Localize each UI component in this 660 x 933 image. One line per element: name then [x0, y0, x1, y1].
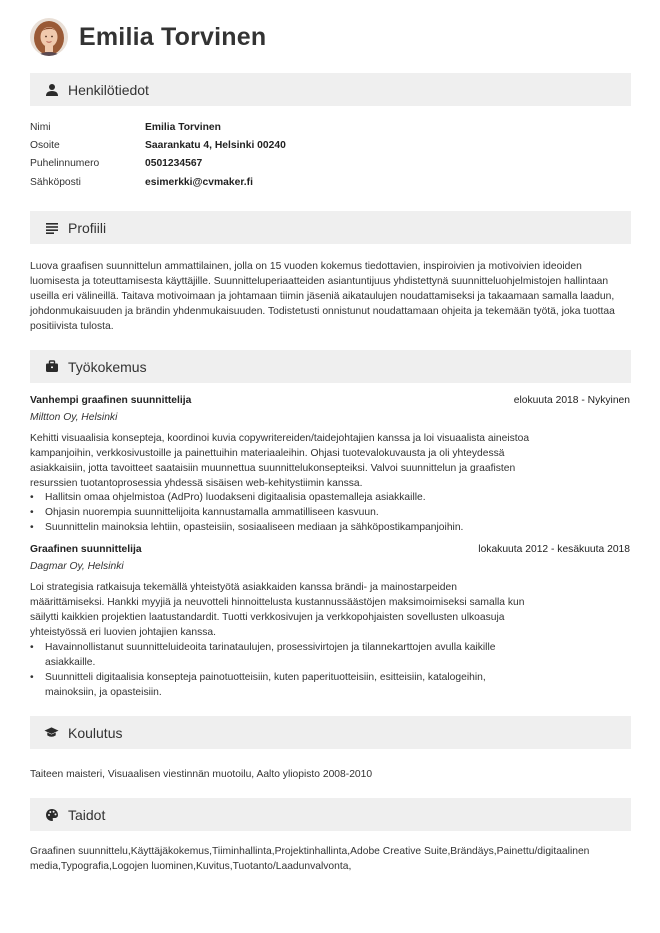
job-bullets	[30, 640, 530, 700]
job-description: Loi strategisia ratkaisuja tekemällä yhteistyötä asiakkaiden kanssa brändi- ja mainostarpeiden määrittämiseksi. Hankki myyjiä ja neuvotteli hinnoittelusta kustannussäästöjen maksimoimiseksi samalla kun säilytti kaikkien projektien laatustandardit. Tuotti verkkosivujen ja verkkopohjaisten sovellusten ulkoasuja yhteistyössä eri luovien johtajien kanssa.	[30, 582, 525, 638]
section-personal-header	[30, 73, 631, 106]
section-skills-header	[30, 798, 631, 831]
palette-icon	[44, 807, 59, 822]
info-label: Osoite	[30, 140, 60, 151]
job-title: Vanhempi graafinen suunnittelija	[30, 395, 192, 406]
job-date: lokakuuta 2012 - kesäkuuta 2018	[478, 544, 630, 555]
list-item: • Ohjasin nuorempia suunnittelijoita kannustamalla ammatilliseen kasvuun.	[30, 505, 530, 520]
list-item: • Havainnollistanut suunnitteluideoita tarinataulujen, prosessivirtojen ja tilannekarttojen avulla kaikille asiakkaille.	[30, 640, 530, 670]
info-row-name	[30, 122, 590, 137]
info-value: Emilia Torvinen	[145, 122, 221, 133]
skills-text: Graafinen suunnittelu,Käyttäjäkokemus,Tiiminhallinta,Projektinhallinta,Adobe Creative Suite,Brändäys,Painettu/digitaalinen media,Typografia,Logojen luominen,Kuvitus,Tuotanto/Laadunvalvonta,	[30, 846, 590, 872]
profile-text: Luova graafisen suunnittelun ammattilainen, jolla on 15 vuoden kokemus tiedottavien, inspiroivien ja motivoivien ideoiden luomisesta ja toteuttamisesta käyttäjille. Suunnitteluperiaatteiden asiantuntijuus yhdistettynä suunnitteluohjelmistojen hallintaan useilla eri välineillä. Taitava motivoimaan ja johtamaan tiimin jäseniä aikataulujen noudattamiseksi ja takaamaan samalla laadun, johdonmukaisuuden ja brändin yhdenmukaisuuden. Todistetusti onnistunut noudattamaan ohjeita ja tekemään työtä, joka tuottaa positiivista tulosta.	[30, 261, 615, 332]
info-label: Sähköposti	[30, 177, 81, 188]
info-value: Saarankatu 4, Helsinki 00240	[145, 140, 286, 151]
job-date: elokuuta 2018 - Nykyinen	[513, 395, 630, 406]
resume-header	[30, 17, 266, 57]
section-title: Koulutus	[68, 724, 123, 741]
job-company: Miltton Oy, Helsinki	[30, 412, 118, 423]
job-bullets	[30, 490, 530, 535]
info-row-address	[30, 140, 590, 155]
job-company: Dagmar Oy, Helsinki	[30, 561, 124, 572]
section-title: Työkokemus	[68, 358, 147, 375]
info-value: esimerkki@cvmaker.fi	[145, 177, 253, 188]
section-profile-header	[30, 211, 631, 244]
education-text: Taiteen maisteri, Visuaalisen viestinnän muotoilu, Aalto yliopisto 2008-2010	[30, 769, 373, 780]
job-title: Graafinen suunnittelija	[30, 544, 142, 555]
section-work-header	[30, 350, 631, 383]
text-lines-icon	[44, 220, 59, 235]
section-title: Taidot	[68, 806, 106, 823]
section-education-header	[30, 716, 631, 749]
avatar	[30, 18, 68, 56]
section-title: Profiili	[68, 219, 107, 236]
job-description: Kehitti visuaalisia konsepteja, koordinoi kuvia copywritereiden/taidejohtajien kanssa ja loi visuaalista aineistoa kampanjoihin, verkkosivustoille ja painettuihin materiaaleihin. Ohjasi tuotevalokuvausta ja oli yhteydessä asiakkaisiin, jotta tavoitteet saataisiin muunnettua suunnittelukonsepteiksi. Valvoi suunnittelun ja graafisten resurssien tuotantoprosessia yhdessä sisäisen web-kehitystiimin kanssa.	[30, 433, 530, 489]
list-item: • Suunnittelin mainoksia lehtiin, opasteisiin, sosiaaliseen mediaan ja sähköpostikampanjoihin.	[30, 520, 530, 535]
list-item: • Suunnitteli digitaalisia konsepteja painotuotteisiin, kuten paperituotteisiin, esitteisiin, katalogeihin, mainoksiin, ja opasteisiin.	[30, 670, 530, 700]
graduation-cap-icon	[44, 725, 59, 740]
candidate-name: Emilia Torvinen	[79, 22, 267, 51]
info-row-phone	[30, 158, 590, 173]
info-row-email	[30, 177, 590, 192]
info-label: Nimi	[30, 122, 51, 133]
list-item: • Hallitsin omaa ohjelmistoa (AdPro) luodakseni digitaalisia opastemalleja asiakkaille.	[30, 490, 530, 505]
briefcase-icon	[44, 359, 59, 374]
info-value: 0501234567	[145, 158, 203, 169]
section-title: Henkilötiedot	[68, 81, 149, 98]
person-icon	[44, 82, 59, 97]
info-label: Puhelinnumero	[30, 158, 100, 169]
